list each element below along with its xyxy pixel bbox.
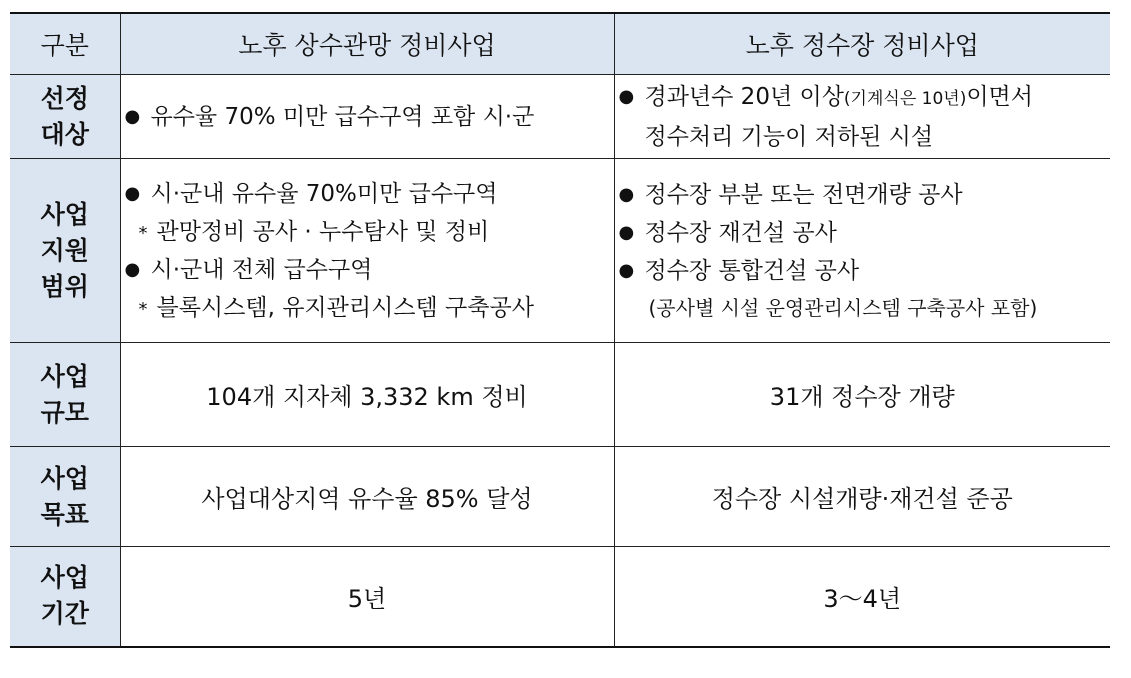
- row-size: [10, 343, 1110, 447]
- list-item-continuation: 정수처리 기능이 저하된 시설: [644, 123, 934, 150]
- bullet-icon: ●: [618, 85, 635, 107]
- bullet-icon: ●: [124, 105, 141, 127]
- list-item: ● 시·군내 유수율 70%미만 급수구역: [121, 175, 614, 213]
- note-text: (공사별 시설 운영관리시스템 구축공사 포함): [648, 295, 1038, 320]
- size-pipe-cell: 104개 지자체 3,332 km 정비: [120, 343, 614, 447]
- asterisk-icon: *: [138, 298, 148, 320]
- bullet-icon: ●: [618, 259, 635, 281]
- row-label-target: 선정 대상: [10, 75, 120, 159]
- list-item: ● 정수장 부분 또는 전면개량 공사: [615, 176, 1111, 214]
- header-water-pipe-project: 노후 상수관망 정비사업: [120, 13, 614, 75]
- size-plant-cell: 31개 정수장 개량: [614, 343, 1110, 447]
- sub-item: * 블록시스템, 유지관리시스템 구축공사: [121, 289, 614, 327]
- list-item: ● 시·군내 전체 급수구역: [121, 251, 614, 289]
- bullet-icon: ●: [618, 221, 635, 243]
- bullet-icon: ●: [124, 258, 141, 280]
- row-label-period: 사업 기간: [10, 547, 120, 647]
- period-pipe-cell: 5년: [120, 547, 614, 647]
- list-item: ● 정수장 통합건설 공사: [615, 252, 1111, 290]
- bullet-icon: ●: [124, 182, 141, 204]
- scope-pipe-cell: [120, 159, 614, 343]
- row-label-size: 사업 규모: [10, 343, 120, 447]
- scope-plant-cell: [614, 159, 1110, 343]
- goal-pipe-cell: 사업대상지역 유수율 85% 달성: [120, 447, 614, 547]
- row-period: [10, 547, 1110, 647]
- header-row: [10, 13, 1110, 75]
- row-goal: [10, 447, 1110, 547]
- period-plant-cell: 3～4년: [614, 547, 1110, 647]
- target-plant-cell: [614, 75, 1110, 159]
- header-category: 구분: [10, 13, 120, 75]
- comparison-table: [10, 12, 1110, 648]
- list-item: ● 경과년수 20년 이상(기계식은 10년)이면서: [615, 78, 1111, 118]
- list-item: ● 정수장 재건설 공사: [615, 214, 1111, 252]
- asterisk-icon: *: [138, 222, 148, 244]
- row-scope: [10, 159, 1110, 343]
- list-item: ● 유수율 70% 미만 급수구역 포함 시·군: [121, 98, 614, 136]
- row-target: [10, 75, 1110, 159]
- row-label-scope: 사업 지원 범위: [10, 159, 120, 343]
- row-label-goal: 사업 목표: [10, 447, 120, 547]
- target-pipe-cell: [120, 75, 614, 159]
- sub-item: * 관망정비 공사 · 누수탐사 및 정비: [121, 213, 614, 251]
- header-water-plant-project: 노후 정수장 정비사업: [614, 13, 1110, 75]
- bullet-icon: ●: [618, 183, 635, 205]
- goal-plant-cell: 정수장 시설개량·재건설 준공: [614, 447, 1110, 547]
